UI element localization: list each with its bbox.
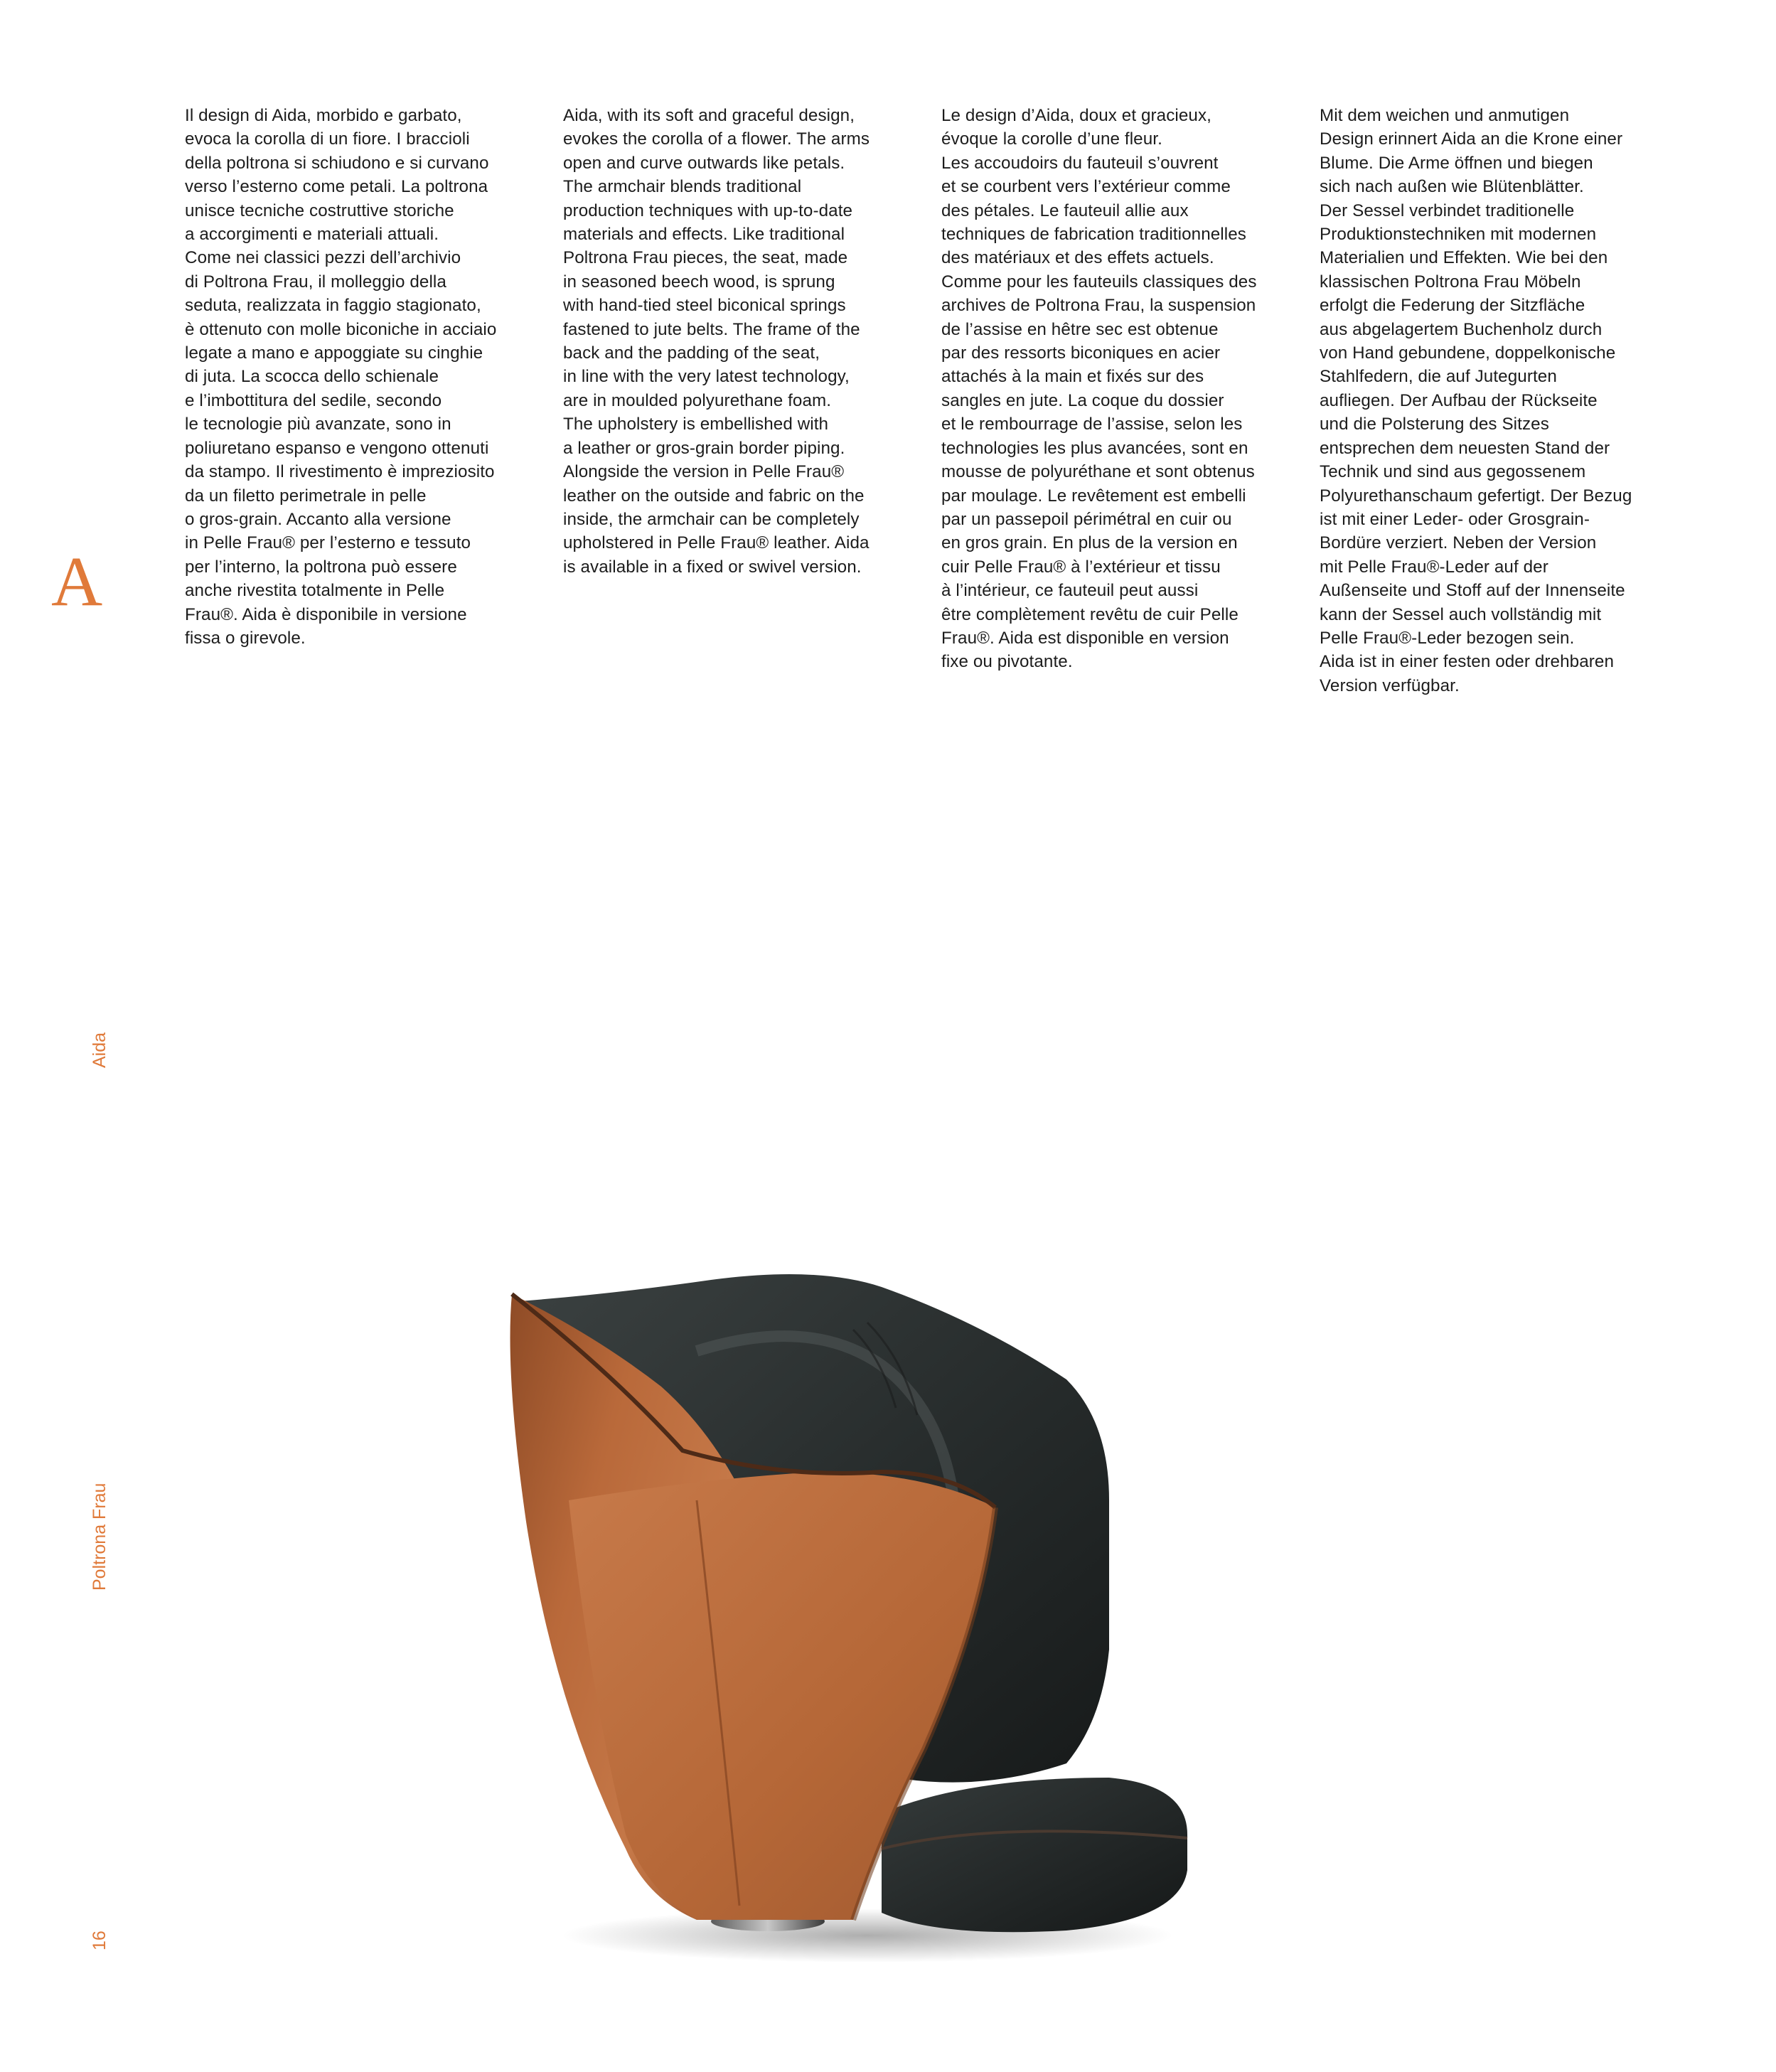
text-line: seduta, realizzata in faggio stagionato, bbox=[185, 296, 481, 316]
text-line: par moulage. Le revêtement est embelli bbox=[941, 486, 1246, 506]
text-line: verso l’esterno come petali. La poltrona bbox=[185, 177, 488, 197]
text-line: da stampo. Il rivestimento è impreziosito bbox=[185, 462, 495, 482]
text-line: Technik und sind aus gegossenem bbox=[1320, 462, 1586, 482]
text-line: aus abgelagertem Buchenholz durch bbox=[1320, 319, 1603, 339]
text-line: Come nei classici pezzi dell’archivio bbox=[185, 248, 461, 268]
text-line: leather on the outside and fabric on the bbox=[563, 486, 865, 506]
text-line: aufliegen. Der Aufbau der Rückseite bbox=[1320, 390, 1598, 410]
text-line: The upholstery is embellished with bbox=[563, 415, 829, 434]
text-line: von Hand gebundene, doppelkonische bbox=[1320, 343, 1616, 363]
text-line: Poltrona Frau pieces, the seat, made bbox=[563, 248, 848, 268]
text-line: Aida ist in einer festen oder drehbaren bbox=[1320, 652, 1615, 672]
text-line: in seasoned beech wood, is sprung bbox=[563, 272, 835, 292]
text-line: upholstered in Pelle Frau® leather. Aida bbox=[563, 533, 870, 553]
text-line: évoque la corolle d’une fleur. bbox=[941, 129, 1162, 149]
text-line: technologies les plus avancées, sont en bbox=[941, 438, 1248, 458]
text-line: is available in a fixed or swivel version. bbox=[563, 557, 862, 577]
text-line: par des ressorts biconiques en acier bbox=[941, 343, 1221, 363]
seat-cushion bbox=[882, 1778, 1187, 1932]
text-line: Design erinnert Aida an die Krone einer bbox=[1320, 129, 1623, 149]
text-line: cuir Pelle Frau® à l’extérieur et tissu bbox=[941, 557, 1221, 577]
text-line: fastened to jute belts. The frame of the bbox=[563, 319, 860, 339]
text-line: und die Polsterung des Sitzes bbox=[1320, 415, 1549, 434]
text-line: legate a mano e appoggiate su cinghie bbox=[185, 343, 483, 363]
text-line: unisce tecniche costruttive storiche bbox=[185, 201, 454, 220]
text-line: a leather or gros-grain border piping. bbox=[563, 438, 845, 458]
text-line: Frau®. Aida è disponibile in versione bbox=[185, 604, 467, 624]
text-line: Mit dem weichen und anmutigen bbox=[1320, 106, 1570, 125]
text-line: da un filetto perimetrale in pelle bbox=[185, 486, 427, 506]
drop-initial-letter: A bbox=[51, 542, 103, 621]
text-line: fissa o girevole. bbox=[185, 628, 306, 648]
text-line: Aida, with its soft and graceful design, bbox=[563, 106, 855, 125]
text-line: erfolgt die Federung der Sitzfläche bbox=[1320, 296, 1585, 316]
text-line: Il design di Aida, morbido e garbato, bbox=[185, 106, 462, 125]
text-line: Bordüre verziert. Neben der Version bbox=[1320, 533, 1597, 553]
text-line: della poltrona si schiudono e si curvano bbox=[185, 153, 489, 173]
text-line: evoca la corolla di un fiore. I braccioli bbox=[185, 129, 470, 149]
text-line: in Pelle Frau® per l’esterno e tessuto bbox=[185, 533, 471, 553]
french-text-column bbox=[941, 104, 1297, 674]
text-line: Le design d’Aida, doux et gracieux, bbox=[941, 106, 1212, 125]
text-line: être complètement revêtu de cuir Pelle bbox=[941, 604, 1239, 624]
english-text-column bbox=[563, 104, 919, 579]
text-line: di Poltrona Frau, il molleggio della bbox=[185, 272, 446, 292]
text-line: The armchair blends traditional bbox=[563, 177, 802, 197]
text-line: le tecnologie più avanzate, sono in bbox=[185, 415, 451, 434]
text-line: de l’assise en hêtre sec est obtenue bbox=[941, 319, 1219, 339]
text-line: Version verfügbar. bbox=[1320, 675, 1460, 695]
text-line: Materialien und Effekten. Wie bei den bbox=[1320, 248, 1608, 268]
text-line: Stahlfedern, die auf Jutegurten bbox=[1320, 367, 1557, 387]
text-line: Produktionstechniken mit modernen bbox=[1320, 225, 1597, 245]
text-line: è ottenuto con molle biconiche in acciaio bbox=[185, 319, 497, 339]
text-line: techniques de fabrication traditionnelles bbox=[941, 225, 1246, 245]
section-label: Aida bbox=[90, 1032, 109, 1068]
page-number: 16 bbox=[90, 1931, 109, 1950]
text-line: poliuretano espanso e vengono ottenuti bbox=[185, 438, 489, 458]
text-line: in line with the very latest technology, bbox=[563, 367, 850, 387]
text-line: Der Sessel verbindet traditionelle bbox=[1320, 201, 1575, 220]
text-line: a accorgimenti e materiali attuali. bbox=[185, 225, 439, 245]
text-line: et se courbent vers l’extérieur comme bbox=[941, 177, 1231, 197]
text-line: di juta. La scocca dello schienale bbox=[185, 367, 439, 387]
text-line: par un passepoil périmétral en cuir ou bbox=[941, 509, 1232, 529]
armchair-photo bbox=[483, 1266, 1237, 1970]
text-line: des pétales. Le fauteuil allie aux bbox=[941, 201, 1189, 220]
text-line: Polyurethanschaum gefertigt. Der Bezug bbox=[1320, 486, 1632, 506]
text-line: archives de Poltrona Frau, la suspension bbox=[941, 296, 1256, 316]
text-line: kann der Sessel auch vollständig mit bbox=[1320, 604, 1602, 624]
text-line: per l’interno, la poltrona può essere bbox=[185, 557, 457, 577]
text-line: mit Pelle Frau®-Leder auf der bbox=[1320, 557, 1548, 577]
text-line: are in moulded polyurethane foam. bbox=[563, 390, 832, 410]
text-line: Comme pour les fauteuils classiques des bbox=[941, 272, 1257, 292]
text-line: des matériaux et des effets actuels. bbox=[941, 248, 1214, 268]
text-line: anche rivestita totalmente in Pelle bbox=[185, 581, 445, 601]
text-line: evokes the corolla of a flower. The arms bbox=[563, 129, 870, 149]
text-line: production techniques with up-to-date bbox=[563, 201, 853, 220]
text-line: inside, the armchair can be completely bbox=[563, 509, 860, 529]
text-line: with hand-tied steel biconical springs bbox=[563, 296, 846, 316]
text-line: sich nach außen wie Blütenblätter. bbox=[1320, 177, 1584, 197]
text-line: Pelle Frau®-Leder bezogen sein. bbox=[1320, 628, 1575, 648]
text-line: sangles en jute. La coque du dossier bbox=[941, 390, 1224, 410]
text-line: à l’intérieur, ce fauteuil peut aussi bbox=[941, 581, 1199, 601]
text-line: attachés à la main et fixés sur des bbox=[941, 367, 1204, 387]
text-line: Alongside the version in Pelle Frau® bbox=[563, 462, 845, 482]
text-line: Blume. Die Arme öffnen und biegen bbox=[1320, 153, 1593, 173]
text-line: Les accoudoirs du fauteuil s’ouvrent bbox=[941, 153, 1219, 173]
text-line: en gros grain. En plus de la version en bbox=[941, 533, 1238, 553]
text-line: entsprechen dem neuesten Stand der bbox=[1320, 438, 1610, 458]
text-line: ist mit einer Leder- oder Grosgrain- bbox=[1320, 509, 1590, 529]
text-line: et le rembourrage de l’assise, selon les bbox=[941, 415, 1243, 434]
text-line: open and curve outwards like petals. bbox=[563, 153, 845, 173]
text-line: Frau®. Aida est disponible en version bbox=[941, 628, 1229, 648]
text-line: mousse de polyuréthane et sont obtenus bbox=[941, 462, 1255, 482]
text-line: materials and effects. Like traditional bbox=[563, 225, 845, 245]
german-text-column bbox=[1320, 104, 1675, 698]
text-line: Außenseite und Stoff auf der Innenseite bbox=[1320, 581, 1625, 601]
text-line: e l’imbottitura del sedile, secondo bbox=[185, 390, 442, 410]
text-line: back and the padding of the seat, bbox=[563, 343, 820, 363]
text-line: o gros-grain. Accanto alla versione bbox=[185, 509, 451, 529]
text-line: fixe ou pivotante. bbox=[941, 652, 1073, 672]
brand-label: Poltrona Frau bbox=[90, 1483, 109, 1591]
italian-text-column bbox=[185, 104, 540, 650]
text-line: klassischen Poltrona Frau Möbeln bbox=[1320, 272, 1581, 292]
